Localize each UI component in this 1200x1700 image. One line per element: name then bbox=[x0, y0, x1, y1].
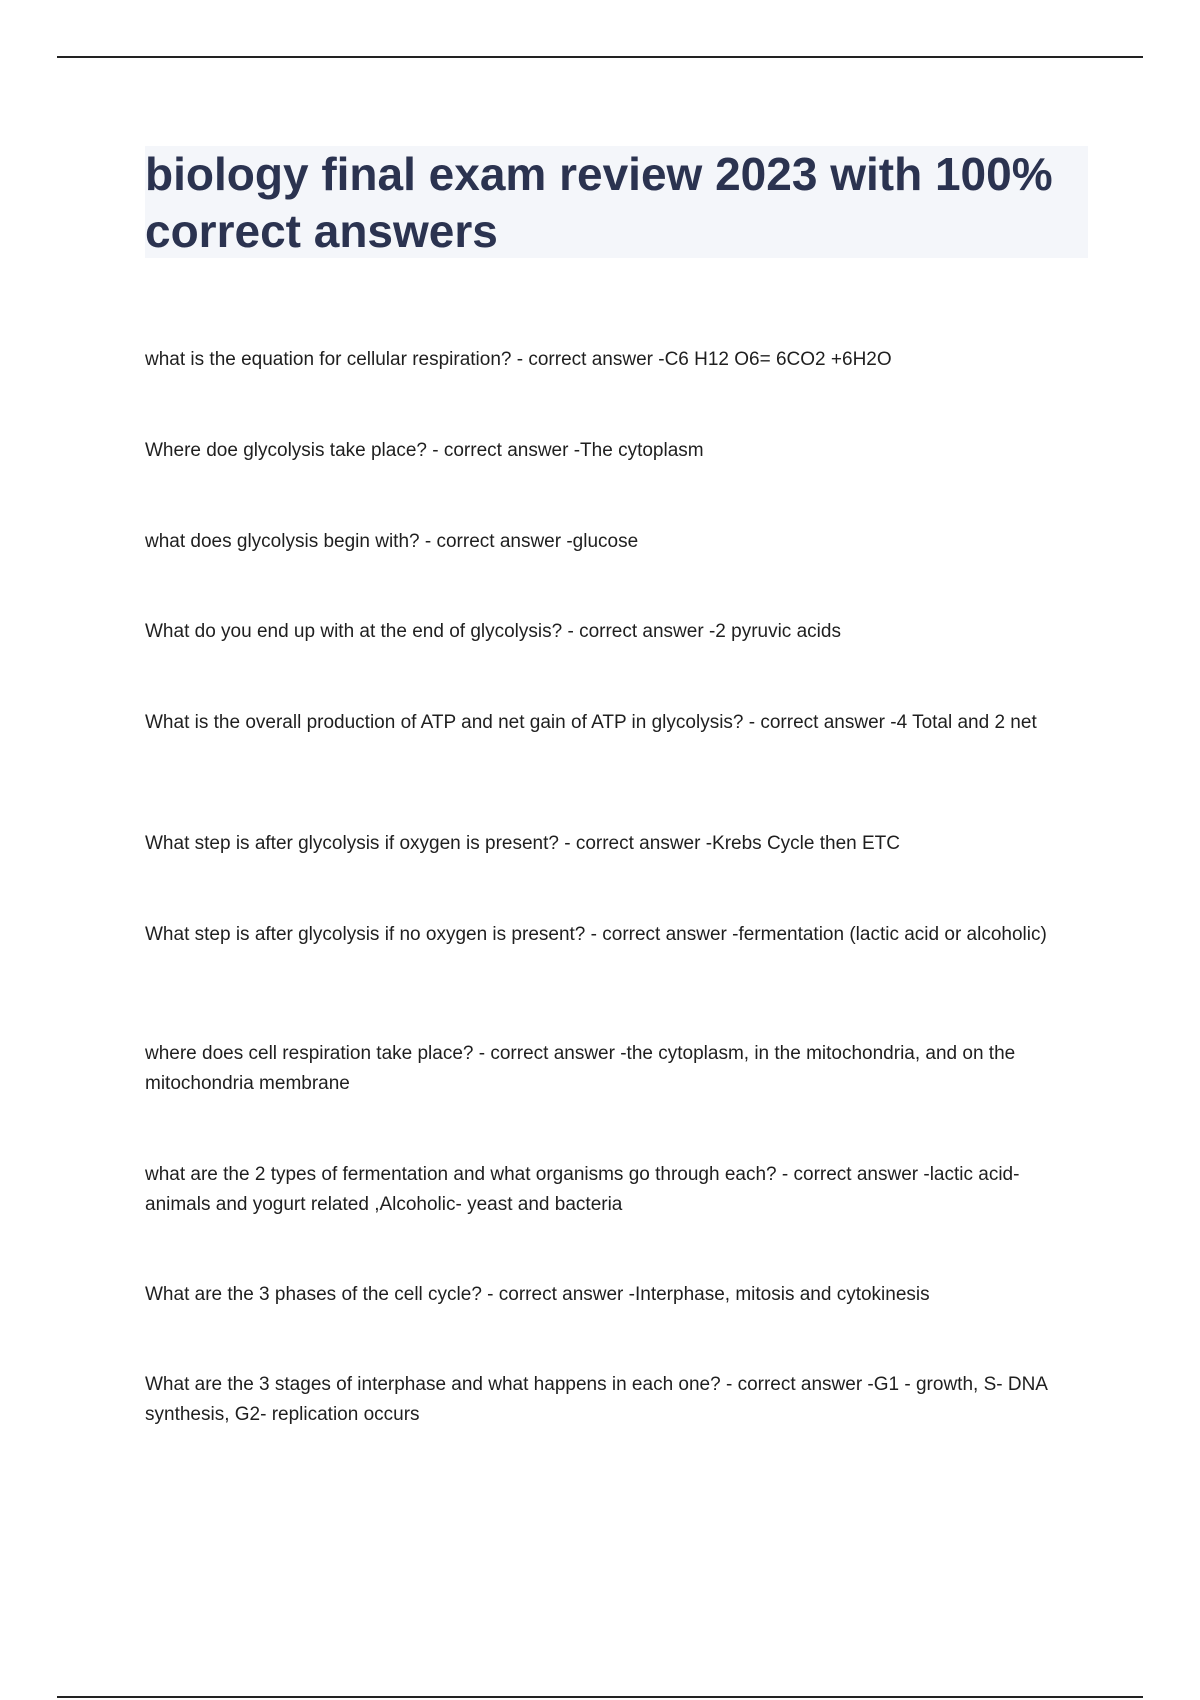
qa-item: What step is after glycolysis if oxygen is present? - correct answer -Krebs Cycle then ETC bbox=[145, 833, 900, 854]
qa-item: What are the 3 phases of the cell cycle? - correct answer -Interphase, mitosis and cytokinesis bbox=[145, 1284, 930, 1305]
qa-item: What is the overall production of ATP and net gain of ATP in glycolysis? - correct answer -4 Total and 2 net bbox=[145, 712, 1037, 733]
bottom-rule bbox=[57, 1696, 1143, 1698]
qa-item: what does glycolysis begin with? - correct answer -glucose bbox=[145, 531, 639, 552]
qa-item: what is the equation for cellular respiration? - correct answer -C6 H12 O6= 6CO2 +6H2O bbox=[145, 349, 892, 370]
qa-item: Where doe glycolysis take place? - correct answer -The cytoplasm bbox=[145, 440, 704, 461]
qa-item: where does cell respiration take place? - correct answer -the cytoplasm, in the mitochondria, and on the mitochondria membrane bbox=[145, 1043, 1016, 1094]
qa-item: what are the 2 types of fermentation and what organisms go through each? - correct answer -lactic acid- animals and yogurt related ,Alcoholic- yeast and bacteria bbox=[145, 1164, 1020, 1215]
qa-item: What do you end up with at the end of glycolysis? - correct answer -2 pyruvic acids bbox=[145, 621, 841, 642]
title-banner bbox=[145, 146, 1088, 258]
qa-item: What step is after glycolysis if no oxygen is present? - correct answer -fermentation (lactic acid or alcoholic) bbox=[145, 924, 1047, 945]
document-title: biology final exam review 2023 with 100% correct answers bbox=[145, 148, 1053, 257]
top-rule bbox=[57, 56, 1143, 58]
qa-item: What are the 3 stages of interphase and what happens in each one? - correct answer -G1 - growth, S- DNA synthesis, G2- replication occurs bbox=[145, 1374, 1047, 1425]
